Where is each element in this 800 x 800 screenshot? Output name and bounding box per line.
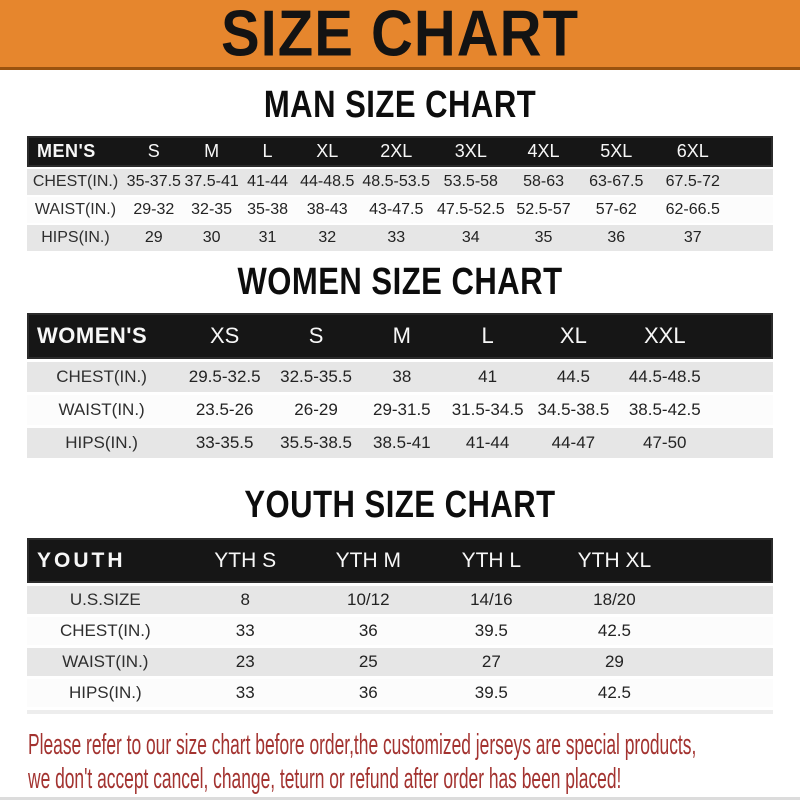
column-header: 5XL — [600, 141, 633, 161]
row-value: 36 — [358, 621, 378, 640]
column-header: 3XL — [454, 141, 487, 161]
row-value: 29-32 — [133, 201, 175, 218]
table-end-strip — [27, 710, 773, 714]
row-value: 23.5-26 — [195, 400, 254, 419]
row-label: WAIST(IN.) — [34, 201, 117, 218]
row-value: 41 — [478, 367, 498, 386]
size-table — [27, 136, 773, 251]
row-value: 35.5-38.5 — [280, 433, 352, 452]
row-value: 57-62 — [595, 201, 637, 218]
column-header: XXL — [643, 323, 686, 348]
row-label: HIPS(IN.) — [68, 683, 142, 702]
section-youth-size-chart — [0, 482, 800, 714]
table-header-row — [27, 136, 773, 167]
table-row — [27, 586, 773, 614]
column-header: YTH M — [335, 548, 401, 572]
row-value: 35-38 — [247, 201, 288, 218]
column-header: M — [392, 323, 411, 348]
row-value: 36 — [358, 683, 378, 702]
row-value: 41-44 — [465, 433, 510, 452]
column-header: YTH XL — [577, 548, 652, 572]
row-value: 29 — [144, 229, 163, 246]
section-heading: MAN SIZE CHART — [263, 82, 537, 126]
row-value: 34.5-38.5 — [537, 400, 610, 419]
row-value: 42.5 — [597, 683, 631, 702]
table-row — [27, 679, 773, 707]
table-row — [27, 169, 773, 195]
row-value: 33 — [235, 621, 255, 640]
row-value: 8 — [240, 590, 250, 609]
table-header-label: WOMEN'S — [37, 323, 148, 348]
section-man-size-chart — [0, 82, 800, 251]
row-value: 33 — [235, 683, 255, 702]
column-header: S — [308, 323, 324, 348]
footer-line-1: Please refer to our size chart before order,the customized jerseys are special products, — [28, 729, 697, 761]
table-header-label: YOUTH — [37, 548, 126, 572]
size-table — [27, 313, 773, 458]
table-row — [27, 197, 773, 223]
row-value: 44-47 — [551, 433, 596, 452]
row-value: 39.5 — [474, 621, 508, 640]
row-label: U.S.SIZE — [69, 590, 141, 609]
row-value: 29-31.5 — [372, 400, 431, 419]
column-header: L — [481, 323, 494, 348]
row-value: 27 — [481, 652, 501, 671]
row-label: CHEST(IN.) — [59, 621, 151, 640]
row-value: 37.5-41 — [184, 173, 239, 190]
row-value: 53.5-58 — [443, 173, 498, 190]
size-table — [27, 538, 773, 714]
row-value: 18/20 — [593, 590, 636, 609]
row-value: 32 — [318, 229, 337, 246]
column-header: M — [204, 141, 220, 161]
row-value: 30 — [202, 229, 221, 246]
row-value: 62-66.5 — [665, 201, 720, 218]
row-value: 44.5-48.5 — [628, 367, 701, 386]
row-label: HIPS(IN.) — [65, 433, 138, 452]
row-value: 35 — [534, 229, 553, 246]
row-value: 42.5 — [597, 621, 631, 640]
banner-title: SIZE CHART — [221, 0, 579, 70]
row-value: 38 — [392, 367, 412, 386]
table-header-row — [27, 538, 773, 583]
row-value: 38-43 — [306, 201, 348, 218]
row-value: 67.5-72 — [665, 173, 720, 190]
row-value: 31 — [258, 229, 277, 246]
row-value: 32.5-35.5 — [280, 367, 352, 386]
table-header-label: MEN'S — [37, 141, 96, 161]
row-value: 26-29 — [294, 400, 338, 419]
row-value: 14/16 — [470, 590, 513, 609]
row-value: 33-35.5 — [195, 433, 254, 452]
column-header: 2XL — [380, 141, 413, 161]
row-value: 29.5-32.5 — [188, 367, 261, 386]
column-header: XL — [316, 141, 339, 161]
row-label: CHEST(IN.) — [32, 173, 119, 190]
row-value: 36 — [607, 229, 626, 246]
column-header: XL — [559, 323, 587, 348]
table-header-row — [27, 313, 773, 359]
table-row — [27, 225, 773, 251]
row-value: 63-67.5 — [589, 173, 644, 190]
table-row — [27, 395, 773, 425]
row-value: 32-35 — [191, 201, 233, 218]
row-value: 44-48.5 — [300, 173, 355, 190]
row-value: 52.5-57 — [516, 201, 571, 218]
table-row — [27, 617, 773, 645]
table-row — [27, 428, 773, 458]
column-header: 6XL — [676, 141, 709, 161]
table-row — [27, 648, 773, 676]
row-value: 33 — [387, 229, 406, 246]
row-value: 39.5 — [474, 683, 508, 702]
column-header: YTH L — [461, 548, 522, 572]
section-women-size-chart — [0, 259, 800, 458]
row-value: 43-47.5 — [369, 201, 424, 218]
row-value: 35-37.5 — [126, 173, 181, 190]
row-value: 23 — [235, 652, 255, 671]
section-heading: WOMEN SIZE CHART — [237, 259, 563, 303]
row-label: CHEST(IN.) — [56, 367, 147, 386]
row-value: 31.5-34.5 — [451, 400, 524, 419]
table-row — [27, 362, 773, 392]
column-header: XS — [209, 323, 240, 348]
row-value: 58-63 — [523, 173, 564, 190]
column-header: YTH S — [214, 548, 277, 572]
column-header: L — [262, 141, 273, 161]
size-chart-banner — [0, 0, 800, 70]
row-value: 37 — [683, 229, 702, 246]
row-value: 44.5 — [556, 367, 590, 386]
section-heading: YOUTH SIZE CHART — [244, 482, 556, 526]
column-header: S — [147, 141, 160, 161]
column-header: 4XL — [527, 141, 560, 161]
row-label: WAIST(IN.) — [58, 400, 145, 419]
row-value: 10/12 — [347, 590, 390, 609]
row-label: HIPS(IN.) — [41, 229, 110, 246]
row-value: 47.5-52.5 — [437, 201, 505, 218]
row-value: 38.5-42.5 — [628, 400, 701, 419]
row-value: 34 — [461, 229, 480, 246]
row-value: 25 — [358, 652, 378, 671]
row-label: WAIST(IN.) — [62, 652, 149, 671]
row-value: 48.5-53.5 — [362, 173, 431, 190]
footer-line-2: we don't accept cancel, change, teturn or refund after order has been placed! — [28, 763, 622, 796]
row-value: 38.5-41 — [372, 433, 431, 452]
row-value: 47-50 — [643, 433, 687, 452]
row-value: 29 — [604, 652, 624, 671]
sections-container — [0, 82, 800, 714]
footer-note — [28, 728, 800, 796]
row-value: 41-44 — [247, 173, 288, 190]
